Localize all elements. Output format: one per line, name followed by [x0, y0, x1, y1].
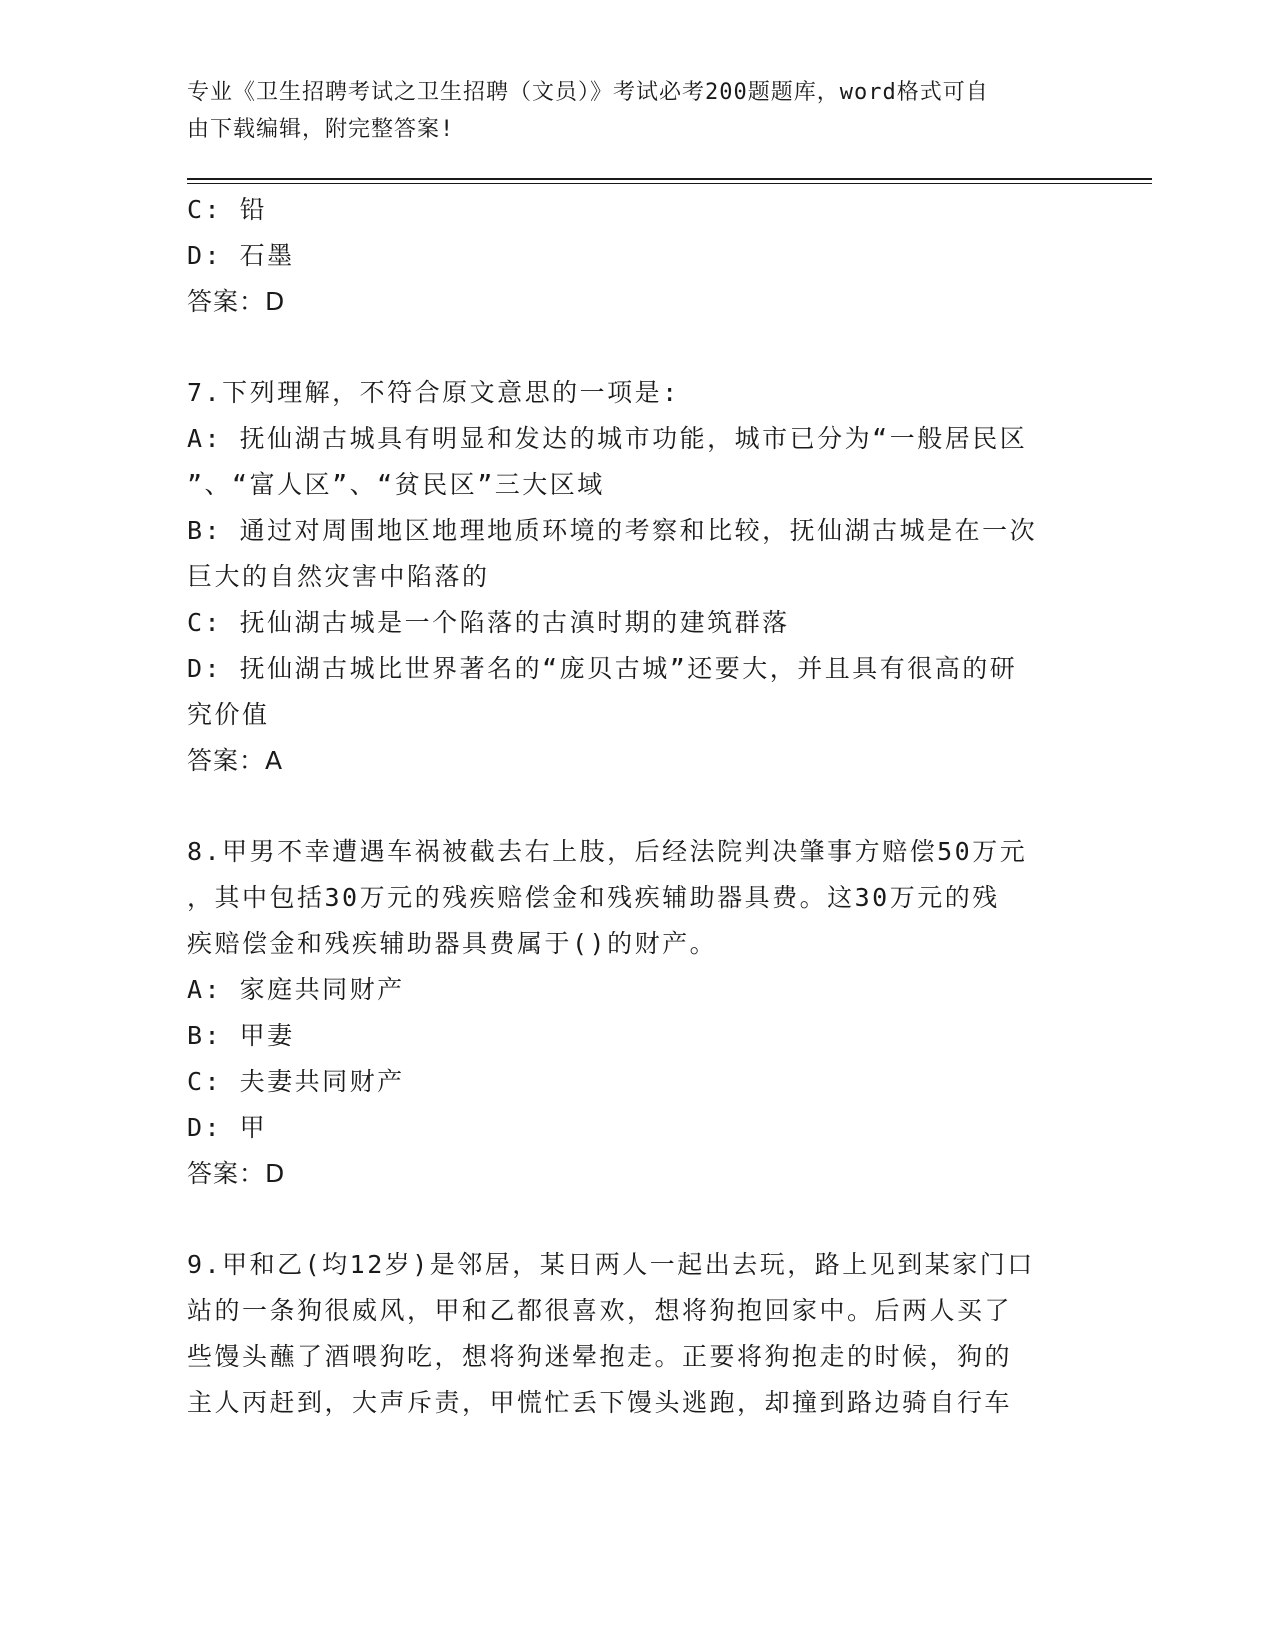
question-stem-continued: 站的一条狗很威风，甲和乙都很喜欢，想将狗抱回家中。后两人买了 — [187, 1296, 1013, 1325]
answer-line: 答案：D — [187, 1159, 286, 1188]
question-stem-continued: 疾赔偿金和残疾辅助器具费属于()的财产。 — [187, 929, 718, 958]
header-line-2: 由下载编辑，附完整答案! — [187, 117, 455, 142]
question-stem: 7.下列理解，不符合原文意思的一项是: — [187, 378, 680, 407]
question-9 — [187, 1242, 1077, 1426]
question-7 — [187, 370, 1077, 784]
question-stem-continued: 主人丙赶到，大声斥责，甲慌忙丢下馒头逃跑，却撞到路边骑自行车 — [187, 1388, 1013, 1417]
question-stem-continued: 些馒头蘸了酒喂狗吃，想将狗迷晕抱走。正要将狗抱走的时候，狗的 — [187, 1342, 1013, 1371]
answer-line: 答案：D — [187, 287, 286, 316]
header-divider-thin — [187, 183, 1152, 184]
option-d: D: 甲 — [187, 1113, 268, 1142]
header-divider-thick — [187, 178, 1152, 180]
option-a: A: 家庭共同财产 — [187, 975, 405, 1004]
question-stem: 8.甲男不幸遭遇车祸被截去右上肢，后经法院判决肇事方赔偿50万元 — [187, 837, 1028, 866]
question-stem-continued: ，其中包括30万元的残疾赔偿金和残疾辅助器具费。这30万元的残 — [187, 883, 1000, 912]
question-8 — [187, 829, 1077, 1197]
question-stem: 9.甲和乙(均12岁)是邻居，某日两人一起出去玩，路上见到某家门口 — [187, 1250, 1035, 1279]
option-c: C: 夫妻共同财产 — [187, 1067, 405, 1096]
option-c: C: 抚仙湖古城是一个陷落的古滇时期的建筑群落 — [187, 608, 790, 637]
option-b: B: 通过对周围地区地理地质环境的考察和比较，抚仙湖古城是在一次 — [187, 516, 1038, 545]
question-6-tail — [187, 187, 1077, 325]
question-content — [187, 187, 1077, 1426]
option-a: A: 抚仙湖古城具有明显和发达的城市功能，城市已分为“一般居民区 — [187, 424, 1028, 453]
option-a-continued: ”、“富人区”、“贫民区”三大区域 — [187, 470, 605, 499]
option-b: B: 甲妻 — [187, 1021, 295, 1050]
option-d: D: 抚仙湖古城比世界著名的“庞贝古城”还要大，并且具有很高的研 — [187, 654, 1018, 683]
option-d-continued: 究价值 — [187, 700, 270, 729]
option-d: D: 石墨 — [187, 241, 295, 270]
answer-line: 答案：A — [187, 746, 284, 775]
header-line-1: 专业《卫生招聘考试之卫生招聘（文员）》考试必考200题题库，word格式可自 — [187, 80, 989, 105]
document-header — [187, 74, 1067, 148]
option-c: C: 铅 — [187, 195, 268, 224]
option-b-continued: 巨大的自然灾害中陷落的 — [187, 562, 490, 591]
